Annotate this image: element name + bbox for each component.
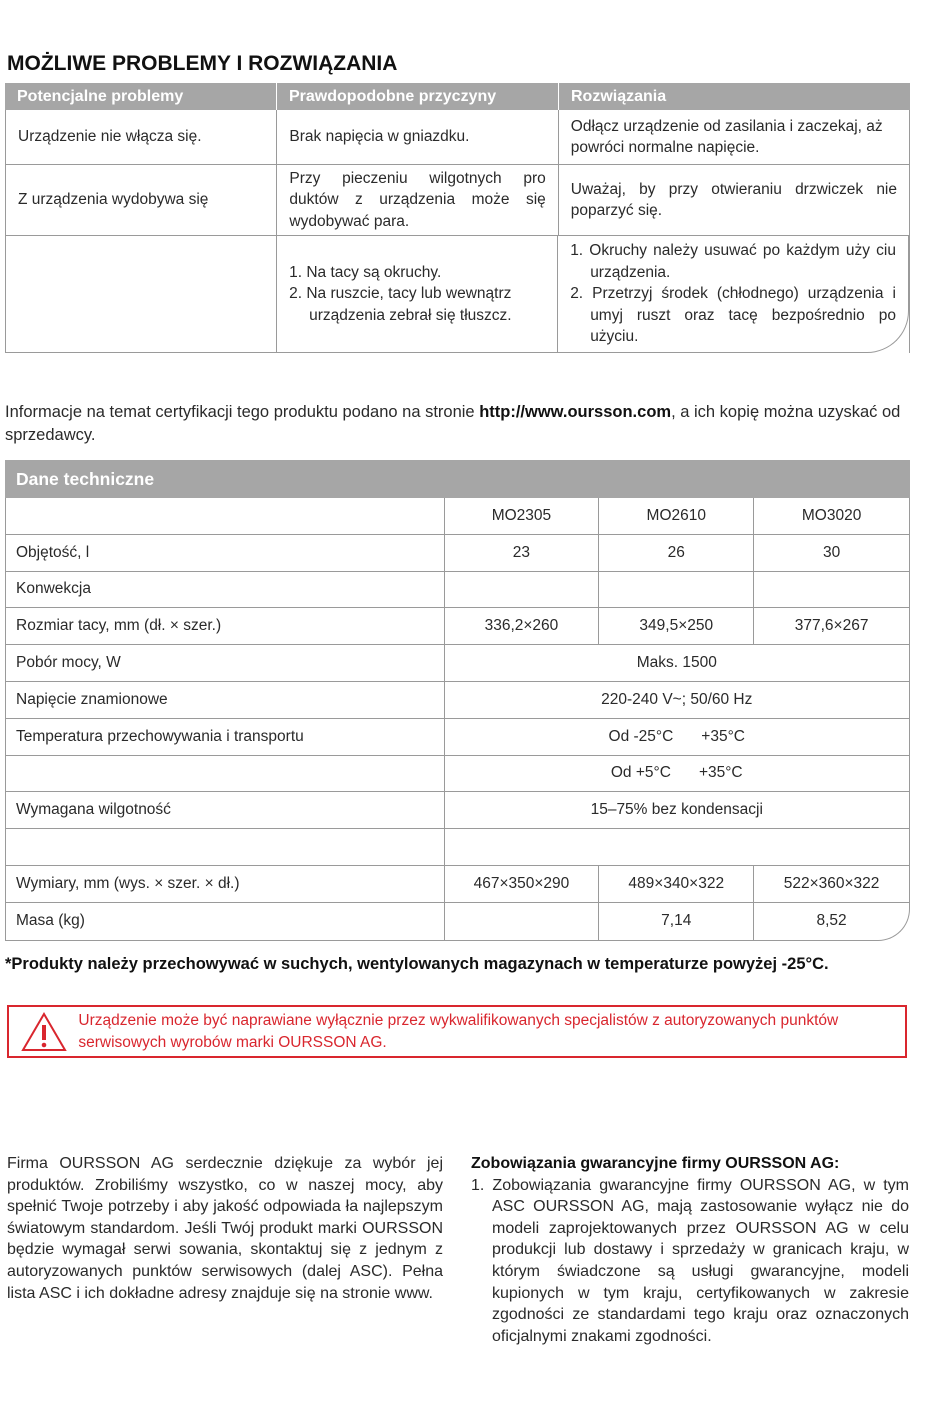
header-causes: Prawdopodobne przyczyny	[277, 83, 559, 110]
spec-value: Od -25°C +35°C	[608, 727, 745, 745]
warning-text: Urządzenie może być naprawiane wyłącznie przez wykwalifikowanych specjalistów z autoryzowanych punktów serwisowych wyrobów marki OURSSON AG.	[78, 1012, 839, 1051]
certification-link[interactable]: http://www.oursson.com	[479, 403, 672, 421]
spec-value	[445, 903, 600, 940]
specs-table	[5, 460, 910, 941]
spec-label	[6, 498, 445, 534]
spec-label: Masa (kg)	[6, 903, 445, 940]
spec-value: 220-240 V~; 50/60 Hz	[601, 690, 753, 708]
spec-value: 349,5×250	[599, 608, 754, 644]
header-problems: Potencjalne problemy	[5, 83, 277, 110]
certification-info: Informacje na temat certyfikacji tego produktu podano na stronie http://www.oursson.com, a ich kopię można uzyskać od sprzedawcy.	[5, 403, 901, 444]
spec-value: 23	[445, 535, 600, 571]
spec-value	[754, 572, 909, 608]
spec-value	[445, 829, 909, 865]
model-header: MO3020	[801, 506, 862, 524]
spec-label: Temperatura przechowywania i transportu	[6, 719, 445, 755]
spec-label	[6, 829, 445, 865]
spec-label	[6, 756, 445, 792]
spec-label: Wymagana wilgotność	[6, 792, 445, 828]
spec-value: 467×350×290	[445, 866, 600, 902]
table-row	[6, 903, 909, 940]
spec-value: 489×340×322	[599, 866, 754, 902]
table-row	[6, 756, 909, 793]
spec-value: 26	[599, 535, 754, 571]
spec-label: Rozmiar tacy, mm (dł. × szer.)	[6, 608, 445, 644]
spec-value: Od +5°C +35°C	[610, 764, 743, 782]
spec-label: Konwekcja	[6, 572, 445, 608]
spec-value: 7,14	[599, 903, 754, 940]
spec-value: Maks. 1500	[636, 654, 717, 672]
header-solutions: Rozwiązania	[571, 87, 667, 105]
solution-cell: Odłącz urządzenie od zasilania i zaczekaj, aż powróci normalne napięcie.	[570, 117, 883, 156]
list-item: 2. Przetrzyj środek (chłodnego) urządzenia i umyj ruszt oraz tacę bezpośrednio po użyciu.	[570, 285, 896, 346]
spec-value	[599, 572, 754, 608]
solution-cell: Uważaj, by przy otwieraniu drzwiczek nie poparzyć się.	[570, 180, 897, 219]
warning-triangle-icon	[9, 1011, 78, 1053]
table-row	[6, 829, 909, 866]
table-row	[6, 608, 909, 645]
list-item: 1. Okruchy należy usuwać po każdym uży ciu urządzenia.	[570, 242, 896, 281]
spec-label: Pobór mocy, W	[6, 645, 445, 681]
table-row	[6, 682, 909, 719]
problem-cell	[6, 236, 277, 352]
spec-label: Napięcie znamionowe	[6, 682, 445, 718]
model-header: MO2610	[599, 498, 754, 534]
list-item: 2. Na ruszcie, tacy lub wewnątrz urządzenia zebrał się tłuszcz.	[289, 285, 512, 324]
problem-cell: Z urządzenia wydobywa się	[6, 165, 277, 235]
spec-label: Objętość, l	[6, 535, 445, 571]
model-header: MO2305	[445, 498, 600, 534]
table-row	[6, 110, 909, 165]
section-title: MOŻLIWE PROBLEMY I ROZWIĄZANIA	[7, 52, 398, 75]
table-row	[6, 792, 909, 829]
warranty-title: Zobowiązania gwarancyjne firmy OURSSON AG:	[471, 1155, 840, 1172]
spec-value: 336,2×260	[445, 608, 600, 644]
spec-value: 15–75% bez kondensacji	[590, 801, 763, 819]
spec-label: Wymiary, mm (wys. × szer. × dł.)	[6, 866, 445, 902]
warranty-section	[471, 1153, 909, 1347]
table-row	[6, 535, 909, 572]
cause-cell	[277, 236, 558, 352]
problems-table-header	[5, 83, 910, 110]
cause-cell: Przy pieczeniu wilgotnych pro duktów z urządzenia może się wydobywać para.	[277, 165, 558, 235]
table-row	[6, 572, 909, 609]
list-item: 1. Na tacy są okruchy.	[289, 263, 442, 281]
spec-value: 30	[822, 543, 841, 561]
spec-value	[445, 572, 600, 608]
table-row	[6, 719, 909, 756]
thanks-paragraph: Firma OURSSON AG serdecznie dziękuje za wybór jej produktów. Zrobiliśmy wszystko, co w naszej mocy, aby spełnić Twoje potrzeby i aby jakość odpowiada ła najlepszym światowym standardom. Jeśli Twój produkt marki OURSSON będzie wymagał serwi sowania, skontaktuj się z jednym z autoryzowanych punktów serwisowych (dalej ASC). Pełna lista ASC i ich dokładne adresy znajduje się na stronie www.	[7, 1155, 443, 1302]
solution-cell	[558, 236, 908, 352]
table-row	[6, 645, 909, 682]
warning-box	[7, 1005, 907, 1058]
spec-value: 8,52	[816, 912, 847, 930]
table-row	[6, 165, 909, 236]
spec-value: 522×360×322	[783, 874, 880, 892]
spec-value: 377,6×267	[794, 617, 869, 635]
specs-title: Dane techniczne	[5, 460, 910, 498]
table-row	[6, 866, 909, 903]
cause-cell: Brak napięcia w gniazdku.	[277, 110, 558, 164]
table-row	[6, 236, 909, 353]
storage-note: *Produkty należy przechowywać w suchych, wentylowanych magazynach w temperaturze powyżej -25°C.	[5, 955, 829, 973]
problem-cell: Urządzenie nie włącza się.	[6, 110, 277, 164]
table-row	[6, 498, 909, 535]
problems-table	[5, 83, 910, 353]
list-item: 1. Zobowiązania gwarancyjne firmy OURSSON AG, w tym ASC OURSSON AG, mają zastosowanie wyłącz nie do modeli zaprojektowanych przez OURSSON AG w celu produkcji lub dostawy i sprzedaży w granicach kraju, w którym świadczone są usługi gwarancyjne, modeli kupionych w tym kraju, certyfikowanych w zakresie zgodności ze standardami tego kraju oraz oznaczonych oficjalnymi znakami zgodności.	[471, 1176, 909, 1345]
